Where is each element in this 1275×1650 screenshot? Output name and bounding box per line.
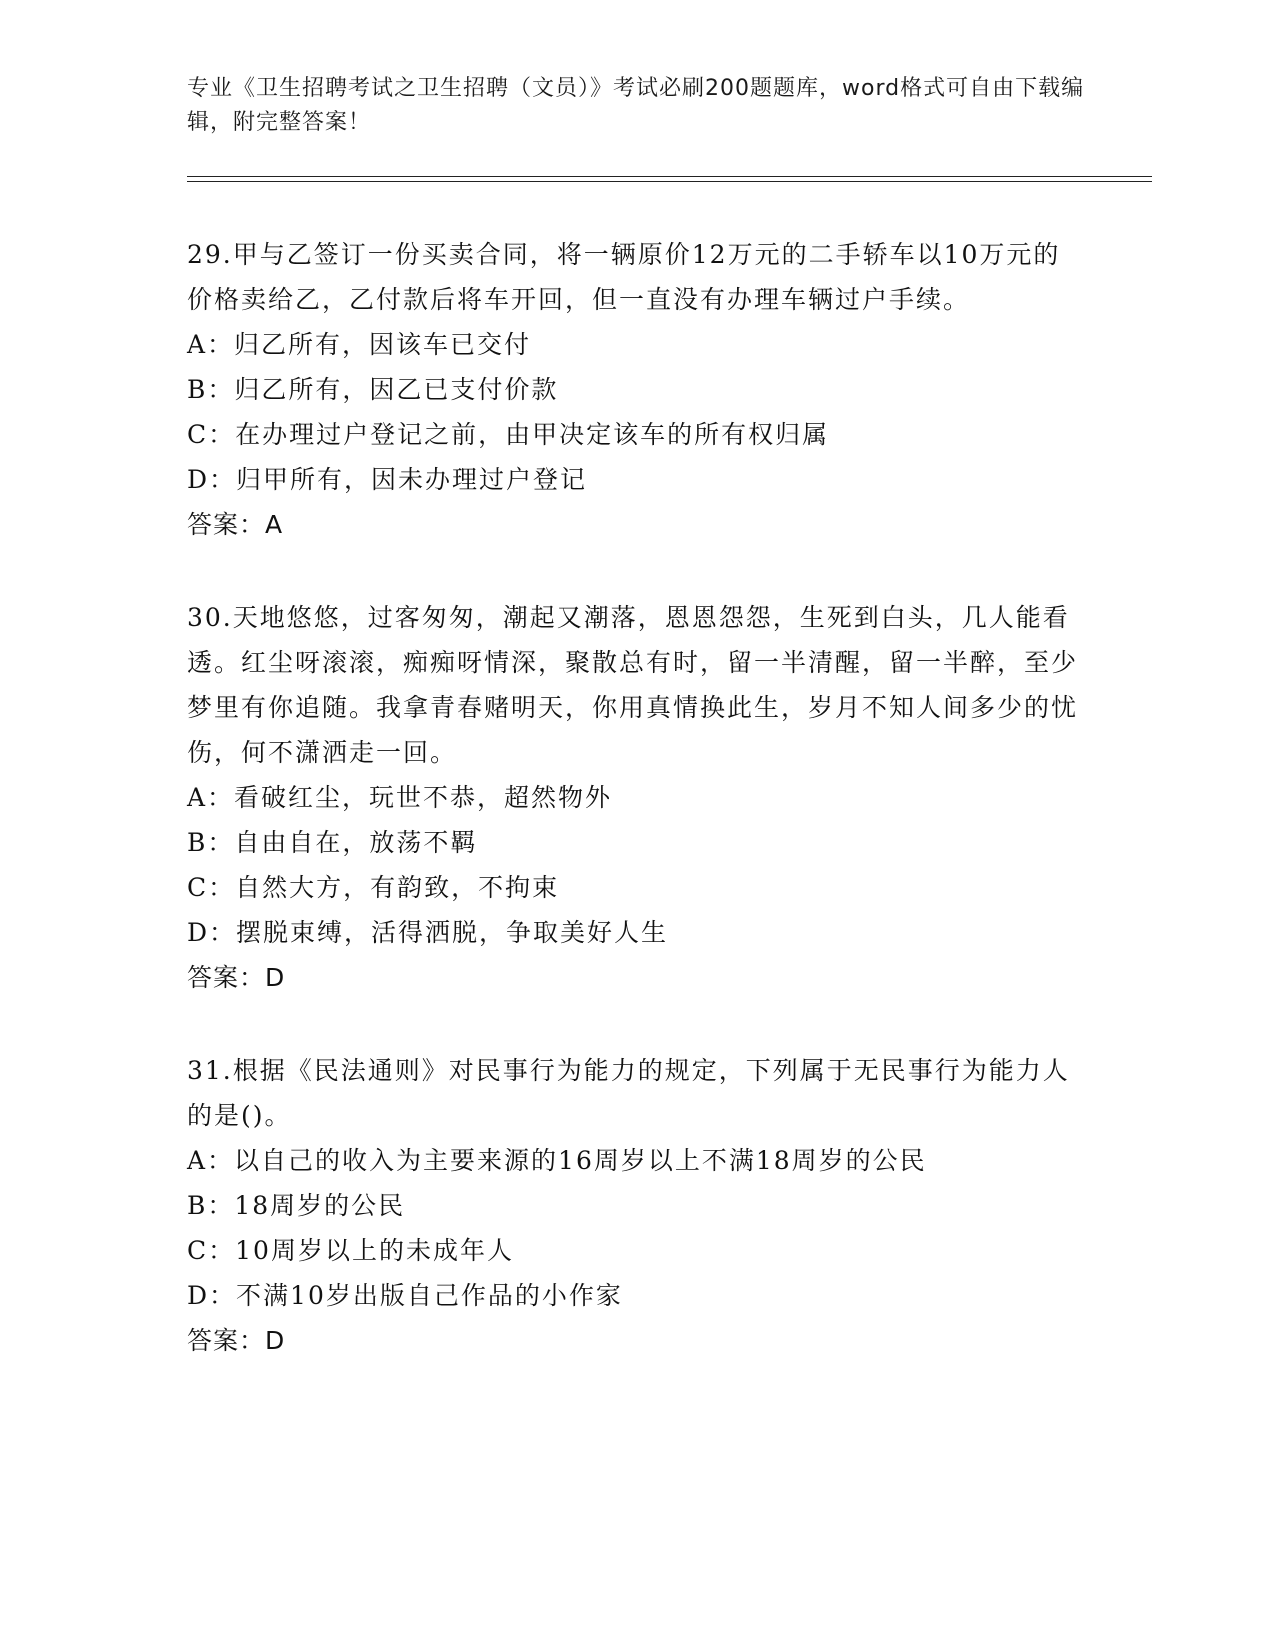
option-c: C：在办理过户登记之前，由甲决定该车的所有权归属 — [187, 420, 830, 449]
header-divider-bottom — [187, 181, 1152, 182]
answer: 答案：A — [187, 510, 284, 539]
answer: 答案：D — [187, 963, 286, 992]
option-d: D：摆脱束缚，活得洒脱，争取美好人生 — [187, 918, 669, 947]
question-stem: 29.甲与乙签订一份买卖合同，将一辆原价12万元的二手轿车以10万元的价格卖给乙，乙付款后将车开回，但一直没有办理车辆过户手续。 — [187, 240, 1061, 314]
question-stem: 30.天地悠悠，过客匆匆，潮起又潮落，恩恩怨怨，生死到白头，几人能看透。红尘呀滚滚，痴痴呀情深，聚散总有时，留一半清醒，留一半醉，至少梦里有你追随。我拿青春赌明天，你用真情换此生，岁月不知人间多少的忧伤，何不潇洒走一回。 — [187, 603, 1079, 767]
option-d: D：归甲所有，因未办理过户登记 — [187, 465, 588, 494]
question-stem: 31.根据《民法通则》对民事行为能力的规定，下列属于无民事行为能力人的是()。 — [187, 1056, 1070, 1130]
option-c: C：自然大方，有韵致，不拘束 — [187, 873, 560, 902]
option-b: B：18周岁的公民 — [187, 1191, 406, 1220]
option-a: A：看破红尘，玩世不恭，超然物外 — [187, 783, 613, 812]
answer: 答案：D — [187, 1326, 286, 1355]
option-c: C：10周岁以上的未成年人 — [187, 1236, 514, 1265]
question-list — [187, 232, 1087, 1411]
option-a: A：以自己的收入为主要来源的16周岁以上不满18周岁的公民 — [187, 1146, 927, 1175]
question-31 — [187, 1048, 1087, 1363]
header-divider-top — [187, 176, 1152, 177]
question-29 — [187, 232, 1087, 547]
question-30 — [187, 595, 1087, 1000]
document-header: 专业《卫生招聘考试之卫生招聘（文员）》考试必刷200题题库，word格式可自由下载编辑，附完整答案！ — [187, 76, 1085, 135]
option-b: B：归乙所有，因乙已支付价款 — [187, 375, 559, 404]
option-b: B：自由自在，放荡不羁 — [187, 828, 478, 857]
option-a: A：归乙所有，因该车已交付 — [187, 330, 532, 359]
option-d: D：不满10岁出版自己作品的小作家 — [187, 1281, 623, 1310]
